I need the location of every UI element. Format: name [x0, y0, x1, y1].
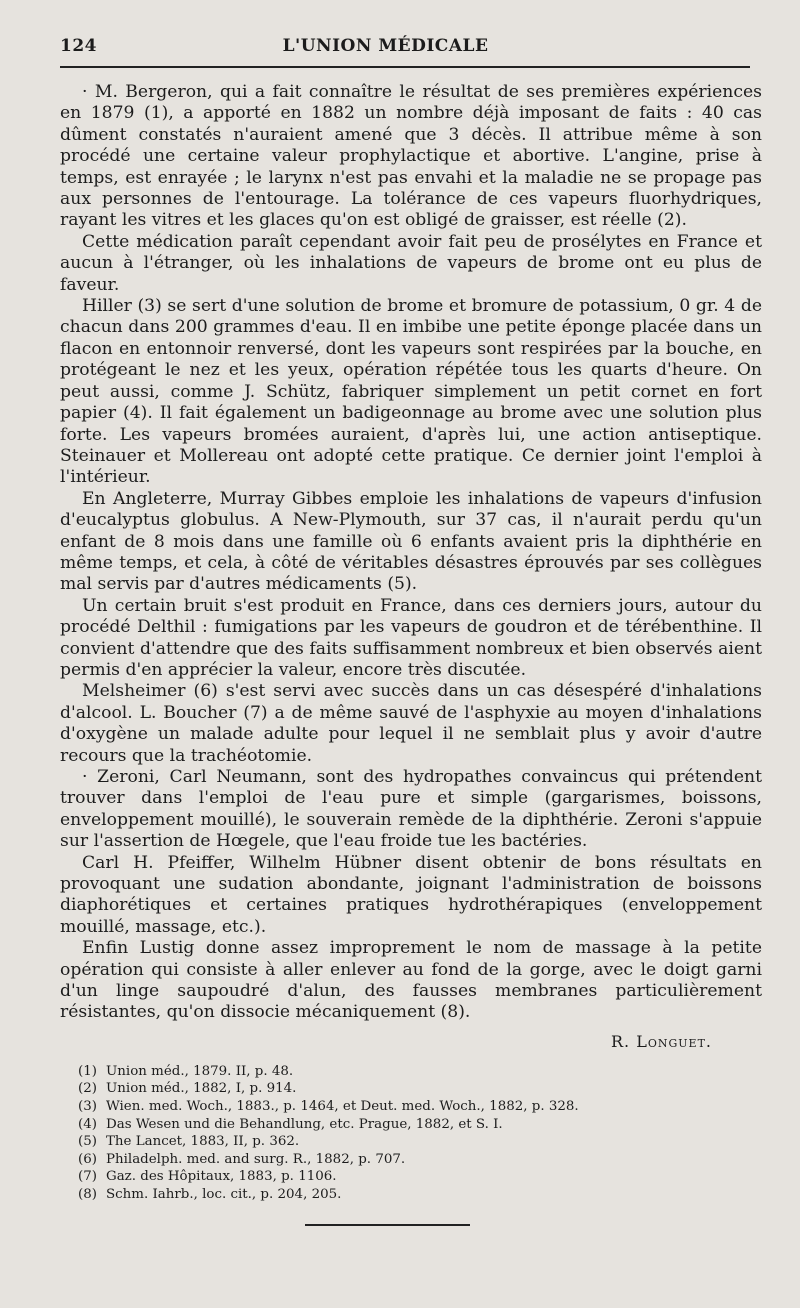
- footnote-text: Wien. med. Woch., 1883., p. 1464, et Deut. med. Woch., 1882, p. 328.: [106, 1099, 579, 1115]
- paragraph: Carl H. Pfeiffer, Wilhelm Hübner disent obtenir de bons résultats en provoquant une sudation abondante, joignant l'administration de boissons diaphorétiques et certaines pratiques hydrothérapiques (enveloppement mouillé, massage, etc.).: [60, 852, 762, 937]
- bottom-rule: [305, 1224, 470, 1226]
- author-signature: [60, 1032, 712, 1051]
- footnote-number: (1): [78, 1063, 97, 1079]
- footnote-number: (3): [78, 1099, 97, 1115]
- footnote: [78, 1116, 762, 1134]
- footnote: [78, 1133, 762, 1151]
- footnote-number: (2): [78, 1081, 97, 1097]
- paragraph: Un certain bruit s'est produit en France, dans ces derniers jours, autour du procédé Delthil : fumigations par les vapeurs de goudron et de térébenthine. Il convient d'attendre que des faits suffisamment nombreux et bien observés aient permis d'en apprécier la valeur, encore très discutée.: [60, 595, 762, 680]
- footnote-text: Union méd., 1882, I, p. 914.: [106, 1081, 297, 1097]
- footnote: [78, 1186, 762, 1204]
- paragraph: Hiller (3) se sert d'une solution de brome et bromure de potassium, 0 gr. 4 de chacun dans 200 grammes d'eau. Il en imbibe une petite éponge placée dans un flacon en entonnoir renversé, dont les vapeurs sont respirées par la bouche, en protégeant le nez et les yeux, opération répétée tous les quarts d'heure. On peut aussi, comme J. Schütz, fabriquer simplement un petit cornet en fort papier (4). Il fait également un badigeonnage au brome avec une solution plus forte. Les vapeurs bromées auraient, d'après lui, une action antiseptique. Steinauer et Mollereau ont adopté cette pratique. Ce dernier joint l'emploi à l'intérieur.: [60, 296, 762, 488]
- paragraph: · M. Bergeron, qui a fait connaître le résultat de ses premières expériences en 1879 (1), a apporté en 1882 un nombre déjà imposant de faits : 40 cas dûment constatés n'auraient amené que 3 décès. Il attribue même à son procédé une certaine valeur prophylactique et abortive. L'angine, prise à temps, est enrayée ; le larynx n'est pas envahi et la maladie ne se propage pas aux personnes de l'entourage. La tolérance de ces vapeurs fluorhydriques, rayant les vitres et les glaces qu'on est obligé de graisser, est réelle (2).: [60, 82, 762, 231]
- footnote-number: (8): [78, 1187, 97, 1203]
- footnote-text: Schm. Iahrb., loc. cit., p. 204, 205.: [106, 1187, 342, 1203]
- footnote-text: Union méd., 1879. II, p. 48.: [106, 1063, 294, 1079]
- footnote: [78, 1063, 762, 1081]
- footnote-text: Gaz. des Hôpitaux, 1883, p. 1106.: [106, 1169, 337, 1185]
- footnote-text: Philadelph. med. and surg. R., 1882, p. 707.: [106, 1151, 406, 1167]
- header-rule: [60, 66, 750, 68]
- footnote: [78, 1151, 762, 1169]
- page-header: [60, 36, 762, 56]
- paragraph: En Angleterre, Murray Gibbes emploie les inhalations de vapeurs d'infusion d'eucalyptus globulus. A New-Plymouth, sur 37 cas, il n'aurait perdu qu'un enfant de 8 mois dans une famille où 6 enfants avaient pris la diphthérie en même temps, et cela, à côté de véritables désastres éprouvés par ses collègues mal servis par d'autres médicaments (5).: [60, 488, 762, 595]
- footnote-number: (4): [78, 1116, 97, 1132]
- footnote-number: (6): [78, 1151, 97, 1167]
- paragraph: · Zeroni, Carl Neumann, sont des hydropathes convaincus qui prétendent trouver dans l'emploi de l'eau pure et simple (gargarismes, boissons, enveloppement mouillé), le souverain remède de la diphthérie. Zeroni s'appuie sur l'assertion de Hœgele, que l'eau froide tue les bactéries.: [60, 767, 762, 852]
- footnote-text: Das Wesen und die Behandlung, etc. Prague, 1882, et S. I.: [106, 1116, 503, 1132]
- footnotes: [78, 1063, 762, 1204]
- footnote-text: The Lancet, 1883, II, p. 362.: [106, 1134, 300, 1150]
- page-number: 124: [60, 36, 97, 56]
- paragraph: Cette médication paraît cependant avoir fait peu de prosélytes en France et aucun à l'étranger, où les inhalations de vapeurs de brome ont eu plus de faveur.: [60, 231, 762, 295]
- paragraph: Melsheimer (6) s'est servi avec succès dans un cas désespéré d'inhalations d'alcool. L. Boucher (7) a de même sauvé de l'asphyxie au moyen d'inhalations d'oxygène un malade adulte pour lequel il ne semblait plus y avoir d'autre recours que la trachéotomie.: [60, 681, 762, 766]
- footnote-number: (7): [78, 1169, 97, 1185]
- signature-initial: R.: [610, 1031, 631, 1051]
- signature-surname: Longuet.: [636, 1031, 712, 1051]
- footnote-number: (5): [78, 1134, 97, 1150]
- footnote: [78, 1080, 762, 1098]
- footnote: [78, 1168, 762, 1186]
- footnote: [78, 1098, 762, 1116]
- paragraph: Enfin Lustig donne assez improprement le nom de massage à la petite opération qui consiste à aller enlever au fond de la gorge, avec le doigt garni d'un linge saupoudré d'alun, des fausses membranes particulièrement résistantes, qu'on dissocie mécaniquement (8).: [60, 938, 762, 1023]
- journal-title: L'UNION MÉDICALE: [282, 36, 489, 56]
- article-body: [60, 82, 762, 1024]
